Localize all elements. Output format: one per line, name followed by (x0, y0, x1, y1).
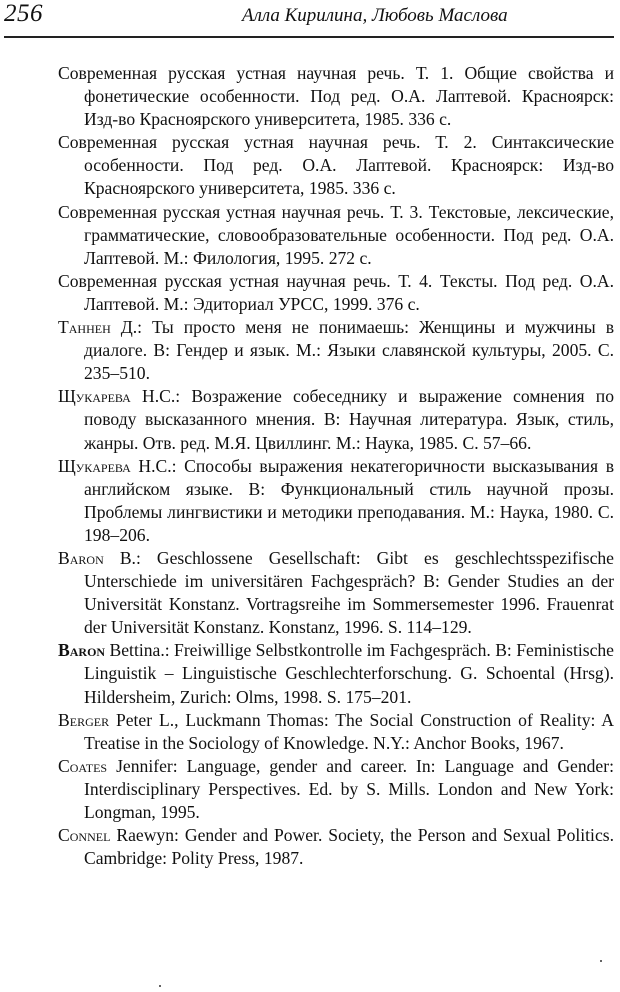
reference-author: Baron (58, 640, 106, 661)
reference-entry (58, 547, 614, 639)
reference-text: Jennifer: Language, gender and career. In: Language and Gender: Interdisciplinary Perspectives. Ed. by S. Mills. London and New York: Longman, 1995. (84, 755, 614, 822)
reference-author: Щукарева (58, 455, 131, 476)
header-rule (4, 36, 614, 38)
scan-speck (159, 985, 161, 987)
reference-list (58, 62, 614, 870)
reference-entry (58, 824, 614, 870)
reference-text: Peter L., Luckmann Thomas: The Social Construction of Reality: A Treatise in the Sociology of Knowledge. N.Y.: Anchor Books, 1967. (84, 709, 614, 753)
reference-entry (58, 201, 614, 270)
reference-text: Н.С.: Возражение собеседнику и выражение сомнения по поводу высказанного мнения. В: Научная литература. Язык, стиль, жанры. Отв. ред. М.Я. Цвиллинг. М.: Наука, 1985. С. 57–66. (84, 386, 614, 453)
reference-entry (58, 131, 614, 200)
reference-entry (58, 755, 614, 824)
reference-entry (58, 385, 614, 454)
reference-text: Д.: Ты просто меня не понимаешь: Женщины и мужчины в диалоге. В: Гендер и язык. М.: Языки славянской культуры, 2005. С. 235–510. (84, 317, 614, 384)
reference-text: Современная русская устная научная речь. Т. 3. Текстовые, лексические, грамматические, словообразовательные особенности. Под ред. О.А. Лаптевой. М.: Филология, 1995. 272 с. (58, 201, 614, 268)
page-number: 256 (4, 0, 43, 27)
page-header (4, 0, 614, 32)
scan-speck (600, 960, 602, 962)
reference-author: Coates (58, 755, 108, 776)
reference-text: Современная русская устная научная речь. Т. 1. Общие свойства и фонетические особенности. Под ред. О.А. Лаптевой. Красноярск: Изд-во Красноярского университета, 1985. 336 с. (58, 63, 614, 130)
reference-text: Современная русская устная научная речь. Т. 4. Тексты. Под ред. О.А. Лаптевой. М.: Эдиториал УРСС, 1999. 376 с. (58, 270, 614, 314)
reference-entry (58, 270, 614, 316)
reference-text: Raewyn: Gender and Power. Society, the Person and Sexual Politics. Cambridge: Polity Press, 1987. (84, 825, 614, 869)
reference-author: Щукарева (58, 386, 131, 407)
reference-text: Bettina.: Freiwillige Selbstkontrolle im Fachgespräch. B: Feministische Linguistik – Linguistische Geschlechterforschung. G. Schoental (Hrsg). Hildersheim, Zurich: Olms, 1998. S. 175–201. (84, 640, 614, 707)
reference-author: Berger (58, 709, 110, 730)
reference-entry (58, 639, 614, 708)
reference-text: Современная русская устная научная речь. Т. 2. Синтаксические особенности. Под ред. О.А. Лаптевой. Красноярск: Изд-во Красноярского университета, 1985. 336 с. (58, 132, 614, 199)
reference-entry (58, 709, 614, 755)
running-head: Алла Кирилина, Любовь Маслова (242, 5, 508, 26)
reference-text: Н.С.: Способы выражения некатегоричности высказывания в английском языке. В: Функциональный стиль научной прозы. Проблемы лингвистики и методики преподавания. М.: Наука, 1980. С. 198–206. (84, 455, 614, 545)
reference-author: Connel (58, 825, 111, 846)
reference-entry (58, 62, 614, 131)
reference-entry (58, 455, 614, 547)
reference-author: Baron (58, 547, 104, 568)
reference-text: B.: Geschlossene Gesellschaft: Gibt es geschlechtsspezifische Unterschiede im universitären Fachgespräch? B: Gender Studies an der Universität Konstanz. Vortragsreihe im Sommersemester 1996. Frauenrat der Universität Konstanz. Konstanz, 1996. S. 114–129. (84, 547, 614, 638)
reference-entry (58, 316, 614, 385)
reference-author: Таннен (58, 317, 111, 338)
